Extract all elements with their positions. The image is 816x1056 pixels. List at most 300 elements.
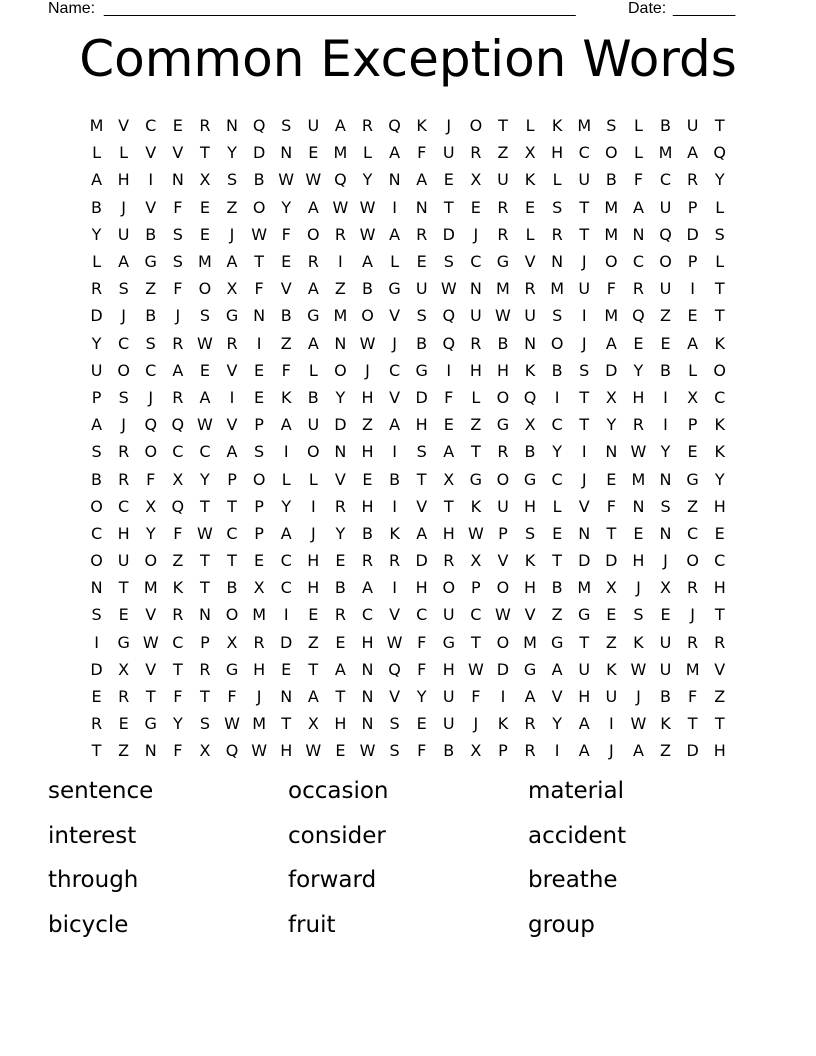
grid-cell[interactable]: C — [551, 415, 563, 435]
grid-cell[interactable]: U — [659, 197, 672, 217]
grid-cell[interactable]: A — [632, 741, 644, 761]
grid-cell[interactable]: A — [578, 741, 590, 761]
grid-cell[interactable]: S — [199, 714, 210, 734]
grid-cell[interactable]: M — [333, 143, 348, 163]
grid-cell[interactable]: H — [632, 387, 645, 407]
grid-cell[interactable]: G — [469, 469, 483, 489]
grid-cell[interactable]: V — [145, 143, 157, 163]
grid-cell[interactable]: J — [663, 551, 668, 571]
grid-cell[interactable]: V — [145, 605, 157, 625]
grid-cell[interactable]: F — [173, 687, 183, 707]
grid-cell[interactable]: T — [254, 252, 264, 272]
grid-cell[interactable]: W — [467, 659, 484, 679]
grid-cell[interactable]: A — [389, 224, 401, 244]
grid-cell[interactable]: W — [359, 197, 376, 217]
grid-cell[interactable]: V — [145, 197, 157, 217]
grid-cell[interactable]: S — [91, 442, 102, 462]
grid-cell[interactable]: Y — [660, 442, 671, 462]
grid-cell[interactable]: N — [361, 659, 374, 679]
grid-cell[interactable]: T — [118, 578, 129, 598]
grid-cell[interactable]: R — [226, 333, 238, 353]
grid-cell[interactable]: Z — [660, 741, 671, 761]
grid-cell[interactable]: K — [714, 442, 725, 462]
grid-cell[interactable]: P — [91, 387, 102, 407]
grid-cell[interactable]: X — [443, 469, 455, 489]
grid-cell[interactable]: H — [334, 714, 347, 734]
grid-cell[interactable]: R — [118, 469, 130, 489]
grid-cell[interactable]: Z — [226, 197, 238, 217]
grid-cell[interactable]: M — [631, 469, 646, 489]
grid-cell[interactable]: H — [713, 741, 726, 761]
grid-cell[interactable]: D — [415, 551, 428, 571]
grid-cell[interactable]: Z — [145, 279, 157, 299]
grid-cell[interactable]: B — [361, 523, 373, 543]
grid-cell[interactable]: H — [415, 415, 428, 435]
grid-cell[interactable]: V — [389, 387, 401, 407]
grid-cell[interactable]: O — [496, 578, 510, 598]
grid-cell[interactable]: B — [660, 687, 671, 707]
grid-cell[interactable]: Y — [227, 143, 237, 163]
grid-cell[interactable]: Z — [470, 415, 482, 435]
grid-cell[interactable]: B — [91, 469, 103, 489]
grid-cell[interactable]: O — [442, 578, 456, 598]
grid-cell[interactable]: T — [308, 659, 319, 679]
grid-cell[interactable]: F — [173, 279, 183, 299]
grid-cell[interactable]: S — [416, 442, 427, 462]
grid-cell[interactable]: P — [471, 578, 481, 598]
grid-cell[interactable]: R — [551, 224, 563, 244]
grid-cell[interactable]: O — [252, 197, 266, 217]
grid-cell[interactable]: B — [280, 306, 292, 326]
grid-cell[interactable]: S — [660, 496, 671, 516]
grid-cell[interactable]: R — [497, 224, 509, 244]
grid-cell[interactable]: X — [524, 415, 536, 435]
grid-cell[interactable]: P — [254, 496, 264, 516]
grid-cell[interactable]: W — [251, 224, 268, 244]
grid-cell[interactable]: E — [633, 333, 644, 353]
grid-cell[interactable]: C — [280, 551, 292, 571]
grid-cell[interactable]: T — [200, 578, 210, 598]
grid-cell[interactable]: U — [605, 687, 618, 707]
grid-cell[interactable]: Z — [551, 605, 563, 625]
grid-cell[interactable]: V — [334, 469, 346, 489]
grid-cell[interactable]: Y — [606, 415, 617, 435]
grid-cell[interactable]: G — [415, 360, 428, 380]
grid-cell[interactable]: O — [713, 360, 726, 380]
grid-cell[interactable]: U — [442, 143, 455, 163]
grid-cell[interactable]: N — [253, 306, 266, 326]
grid-cell[interactable]: I — [554, 741, 560, 761]
grid-cell[interactable]: A — [334, 659, 346, 679]
grid-cell[interactable]: E — [199, 224, 210, 244]
grid-cell[interactable]: K — [524, 170, 536, 190]
grid-cell[interactable]: X — [145, 496, 157, 516]
grid-cell[interactable]: V — [578, 496, 590, 516]
grid-cell[interactable]: J — [636, 578, 641, 598]
grid-cell[interactable]: E — [470, 197, 481, 217]
grid-cell[interactable]: A — [389, 143, 401, 163]
grid-cell[interactable]: A — [605, 333, 617, 353]
grid-cell[interactable]: Z — [334, 279, 346, 299]
grid-cell[interactable]: T — [579, 632, 590, 652]
grid-cell[interactable]: W — [495, 306, 511, 326]
grid-cell[interactable]: G — [144, 252, 157, 272]
grid-cell[interactable]: X — [660, 578, 671, 598]
grid-cell[interactable]: M — [252, 605, 267, 625]
grid-cell[interactable]: X — [605, 387, 617, 407]
grid-cell[interactable]: O — [90, 551, 103, 571]
grid-cell[interactable]: I — [392, 442, 397, 462]
grid-cell[interactable]: N — [198, 605, 211, 625]
grid-cell[interactable]: H — [361, 387, 374, 407]
grid-cell[interactable]: L — [92, 252, 101, 272]
grid-cell[interactable]: H — [713, 496, 726, 516]
grid-cell[interactable]: X — [253, 578, 265, 598]
grid-cell[interactable]: W — [278, 170, 295, 190]
grid-cell[interactable]: M — [333, 306, 348, 326]
grid-cell[interactable]: D — [280, 632, 293, 652]
grid-cell[interactable]: P — [498, 741, 508, 761]
grid-cell[interactable]: E — [172, 116, 183, 136]
grid-cell[interactable]: H — [361, 442, 374, 462]
grid-cell[interactable]: O — [361, 306, 374, 326]
grid-cell[interactable]: N — [144, 741, 157, 761]
grid-cell[interactable]: W — [197, 523, 213, 543]
grid-cell[interactable]: V — [118, 116, 130, 136]
grid-cell[interactable]: O — [198, 279, 212, 299]
grid-cell[interactable]: M — [550, 279, 565, 299]
grid-cell[interactable]: O — [659, 252, 672, 272]
grid-cell[interactable]: A — [362, 252, 373, 272]
grid-cell[interactable]: R — [497, 442, 509, 462]
grid-cell[interactable]: S — [552, 306, 563, 326]
grid-cell[interactable]: H — [117, 523, 130, 543]
grid-cell[interactable]: I — [554, 387, 560, 407]
grid-cell[interactable]: R — [90, 714, 103, 734]
grid-cell[interactable]: A — [632, 197, 644, 217]
grid-cell[interactable]: Y — [552, 442, 563, 462]
grid-cell[interactable]: Y — [416, 687, 427, 707]
grid-cell[interactable]: S — [524, 523, 536, 543]
grid-cell[interactable]: A — [307, 687, 319, 707]
grid-cell[interactable]: I — [663, 387, 668, 407]
grid-cell[interactable]: H — [415, 578, 428, 598]
grid-cell[interactable]: R — [497, 197, 509, 217]
grid-cell[interactable]: A — [307, 333, 319, 353]
grid-cell[interactable]: F — [254, 279, 264, 299]
grid-cell[interactable]: I — [310, 496, 316, 516]
grid-cell[interactable]: K — [524, 360, 536, 380]
grid-cell[interactable]: O — [605, 143, 618, 163]
grid-cell[interactable]: T — [200, 687, 210, 707]
grid-cell[interactable]: P — [498, 523, 508, 543]
grid-cell[interactable]: O — [605, 252, 618, 272]
grid-cell[interactable]: W — [332, 197, 349, 217]
grid-cell[interactable]: R — [199, 116, 211, 136]
grid-cell[interactable]: W — [359, 333, 376, 353]
grid-cell[interactable]: N — [90, 578, 103, 598]
grid-cell[interactable]: S — [714, 224, 725, 244]
grid-cell[interactable]: T — [416, 469, 427, 489]
grid-cell[interactable]: M — [604, 224, 619, 244]
grid-cell[interactable]: Q — [632, 306, 645, 326]
grid-cell[interactable]: N — [578, 523, 591, 543]
grid-cell[interactable]: K — [714, 415, 725, 435]
grid-cell[interactable]: A — [416, 170, 428, 190]
grid-cell[interactable]: V — [524, 605, 536, 625]
grid-cell[interactable]: C — [226, 523, 238, 543]
grid-cell[interactable]: L — [525, 116, 535, 136]
grid-cell[interactable]: I — [581, 442, 587, 462]
grid-cell[interactable]: V — [389, 605, 401, 625]
grid-cell[interactable]: F — [281, 224, 291, 244]
grid-cell[interactable]: J — [581, 333, 587, 353]
grid-cell[interactable]: V — [280, 279, 292, 299]
grid-cell[interactable]: L — [281, 469, 291, 489]
grid-cell[interactable]: B — [443, 741, 455, 761]
grid-cell[interactable]: O — [117, 360, 130, 380]
grid-cell[interactable]: D — [686, 224, 699, 244]
grid-cell[interactable]: Q — [442, 306, 456, 326]
grid-cell[interactable]: I — [663, 415, 668, 435]
grid-cell[interactable]: Y — [633, 360, 644, 380]
grid-cell[interactable]: T — [498, 116, 508, 136]
grid-cell[interactable]: M — [577, 116, 592, 136]
grid-cell[interactable]: V — [416, 496, 428, 516]
grid-cell[interactable]: O — [496, 469, 510, 489]
grid-cell[interactable]: H — [713, 578, 726, 598]
grid-cell[interactable]: N — [334, 333, 347, 353]
grid-cell[interactable]: H — [307, 578, 320, 598]
grid-cell[interactable]: B — [389, 469, 401, 489]
grid-cell[interactable]: Z — [497, 143, 509, 163]
grid-cell[interactable]: Q — [252, 116, 266, 136]
grid-cell[interactable]: U — [117, 224, 130, 244]
grid-cell[interactable]: L — [552, 496, 562, 516]
grid-cell[interactable]: E — [362, 469, 373, 489]
grid-cell[interactable]: Z — [307, 632, 319, 652]
grid-cell[interactable]: A — [280, 523, 292, 543]
grid-cell[interactable]: H — [253, 659, 266, 679]
grid-cell[interactable]: U — [90, 360, 103, 380]
grid-cell[interactable]: H — [469, 360, 482, 380]
grid-cell[interactable]: E — [714, 523, 725, 543]
grid-cell[interactable]: C — [578, 143, 590, 163]
grid-cell[interactable]: L — [390, 252, 400, 272]
grid-cell[interactable]: F — [417, 632, 427, 652]
grid-cell[interactable]: J — [365, 360, 370, 380]
grid-cell[interactable]: B — [660, 360, 671, 380]
grid-cell[interactable]: I — [392, 578, 397, 598]
grid-cell[interactable]: R — [632, 415, 644, 435]
grid-cell[interactable]: A — [91, 415, 103, 435]
grid-cell[interactable]: F — [444, 387, 454, 407]
grid-cell[interactable]: R — [118, 687, 130, 707]
grid-cell[interactable]: I — [256, 333, 262, 353]
grid-cell[interactable]: R — [687, 578, 699, 598]
grid-cell[interactable]: K — [416, 116, 427, 136]
grid-cell[interactable]: N — [469, 279, 482, 299]
grid-cell[interactable]: L — [688, 360, 698, 380]
grid-cell[interactable]: F — [633, 170, 644, 190]
grid-cell[interactable]: A — [280, 415, 292, 435]
grid-cell[interactable]: R — [714, 632, 726, 652]
grid-cell[interactable]: O — [307, 442, 320, 462]
grid-cell[interactable]: N — [280, 143, 293, 163]
grid-cell[interactable]: R — [253, 632, 265, 652]
grid-cell[interactable]: K — [714, 333, 725, 353]
grid-cell[interactable]: B — [660, 116, 671, 136]
grid-cell[interactable]: F — [146, 469, 156, 489]
grid-cell[interactable]: H — [632, 551, 645, 571]
grid-cell[interactable]: P — [687, 252, 698, 272]
grid-cell[interactable]: R — [443, 551, 455, 571]
grid-cell[interactable]: A — [307, 279, 319, 299]
grid-cell[interactable]: W — [630, 714, 647, 734]
grid-cell[interactable]: C — [172, 442, 184, 462]
grid-cell[interactable]: I — [229, 387, 235, 407]
grid-cell[interactable]: U — [578, 170, 591, 190]
grid-cell[interactable]: J — [581, 252, 587, 272]
grid-cell[interactable]: R — [524, 279, 536, 299]
grid-cell[interactable]: L — [525, 224, 535, 244]
grid-cell[interactable]: S — [606, 116, 617, 136]
grid-cell[interactable]: J — [229, 224, 235, 244]
grid-cell[interactable]: E — [443, 415, 454, 435]
grid-cell[interactable]: K — [551, 116, 563, 136]
grid-cell[interactable]: Y — [714, 170, 725, 190]
grid-cell[interactable]: W — [495, 605, 511, 625]
grid-cell[interactable]: P — [687, 197, 698, 217]
grid-cell[interactable]: B — [497, 333, 509, 353]
grid-cell[interactable]: L — [633, 143, 643, 163]
grid-cell[interactable]: C — [470, 605, 482, 625]
grid-cell[interactable]: T — [335, 687, 346, 707]
grid-cell[interactable]: D — [605, 360, 618, 380]
grid-cell[interactable]: E — [199, 360, 210, 380]
grid-cell[interactable]: T — [579, 387, 590, 407]
grid-cell[interactable]: T — [552, 551, 563, 571]
grid-cell[interactable]: O — [307, 224, 320, 244]
grid-cell[interactable]: J — [256, 687, 262, 707]
grid-cell[interactable]: M — [198, 252, 212, 272]
grid-cell[interactable]: S — [389, 714, 400, 734]
grid-cell[interactable]: G — [496, 252, 510, 272]
grid-cell[interactable]: N — [659, 469, 672, 489]
grid-cell[interactable]: N — [632, 496, 645, 516]
grid-cell[interactable]: G — [225, 659, 239, 679]
grid-cell[interactable]: I — [283, 605, 289, 625]
grid-cell[interactable]: N — [551, 252, 564, 272]
grid-cell[interactable]: G — [578, 605, 591, 625]
grid-cell[interactable]: J — [148, 387, 154, 407]
grid-cell[interactable]: U — [659, 632, 672, 652]
grid-cell[interactable]: E — [524, 197, 536, 217]
grid-cell[interactable]: K — [172, 578, 184, 598]
grid-cell[interactable]: M — [658, 143, 673, 163]
grid-cell[interactable]: M — [577, 578, 592, 598]
grid-cell[interactable]: J — [121, 197, 126, 217]
grid-cell[interactable]: R — [687, 632, 699, 652]
grid-cell[interactable]: F — [417, 143, 427, 163]
grid-cell[interactable]: L — [471, 387, 481, 407]
grid-cell[interactable]: P — [227, 469, 237, 489]
grid-cell[interactable]: I — [338, 252, 343, 272]
grid-cell[interactable]: J — [473, 714, 479, 734]
grid-cell[interactable]: I — [148, 170, 154, 190]
grid-cell[interactable]: A — [416, 523, 428, 543]
grid-cell[interactable]: F — [173, 523, 183, 543]
grid-cell[interactable]: S — [443, 252, 454, 272]
grid-cell[interactable]: V — [714, 659, 726, 679]
grid-cell[interactable]: U — [578, 659, 591, 679]
grid-cell[interactable]: N — [334, 442, 347, 462]
grid-cell[interactable]: K — [606, 659, 617, 679]
grid-cell[interactable]: L — [92, 143, 101, 163]
grid-cell[interactable]: H — [578, 687, 591, 707]
grid-cell[interactable]: W — [440, 279, 457, 299]
grid-cell[interactable]: F — [688, 687, 698, 707]
grid-cell[interactable]: E — [606, 469, 617, 489]
grid-cell[interactable]: M — [89, 116, 104, 136]
grid-cell[interactable]: C — [145, 360, 157, 380]
grid-cell[interactable]: U — [524, 306, 536, 326]
grid-cell[interactable]: J — [473, 224, 479, 244]
grid-cell[interactable]: E — [660, 605, 671, 625]
grid-cell[interactable]: I — [392, 197, 397, 217]
grid-cell[interactable]: O — [144, 551, 158, 571]
grid-cell[interactable]: E — [91, 687, 102, 707]
grid-cell[interactable]: R — [199, 659, 211, 679]
grid-cell[interactable]: H — [442, 659, 455, 679]
grid-cell[interactable]: Y — [91, 333, 102, 353]
grid-cell[interactable]: T — [172, 659, 183, 679]
grid-cell[interactable]: T — [281, 714, 292, 734]
grid-cell[interactable]: S — [199, 306, 210, 326]
grid-cell[interactable]: A — [443, 442, 455, 462]
grid-cell[interactable]: T — [714, 306, 725, 326]
grid-cell[interactable]: F — [417, 659, 427, 679]
grid-cell[interactable]: L — [308, 360, 318, 380]
grid-cell[interactable]: X — [605, 578, 617, 598]
grid-cell[interactable]: V — [172, 143, 184, 163]
grid-cell[interactable]: L — [119, 143, 129, 163]
grid-cell[interactable]: B — [145, 224, 157, 244]
grid-cell[interactable]: M — [604, 197, 619, 217]
grid-cell[interactable]: H — [307, 551, 320, 571]
grid-cell[interactable]: H — [524, 496, 537, 516]
grid-cell[interactable]: Z — [280, 333, 292, 353]
grid-cell[interactable]: X — [226, 632, 238, 652]
grid-cell[interactable]: W — [630, 659, 647, 679]
grid-cell[interactable]: N — [388, 170, 401, 190]
grid-cell[interactable]: F — [417, 741, 427, 761]
grid-cell[interactable]: J — [636, 687, 641, 707]
grid-cell[interactable]: G — [388, 279, 401, 299]
grid-cell[interactable]: H — [442, 523, 455, 543]
grid-cell[interactable]: Y — [281, 496, 292, 516]
grid-cell[interactable]: Z — [362, 415, 373, 435]
grid-cell[interactable]: G — [307, 306, 320, 326]
grid-cell[interactable]: A — [334, 116, 346, 136]
grid-cell[interactable]: R — [524, 741, 536, 761]
grid-cell[interactable]: N — [226, 116, 238, 136]
grid-cell[interactable]: B — [253, 170, 265, 190]
grid-cell[interactable]: A — [687, 333, 699, 353]
grid-cell[interactable]: B — [334, 578, 346, 598]
grid-cell[interactable]: M — [604, 306, 619, 326]
grid-cell[interactable]: E — [254, 387, 265, 407]
